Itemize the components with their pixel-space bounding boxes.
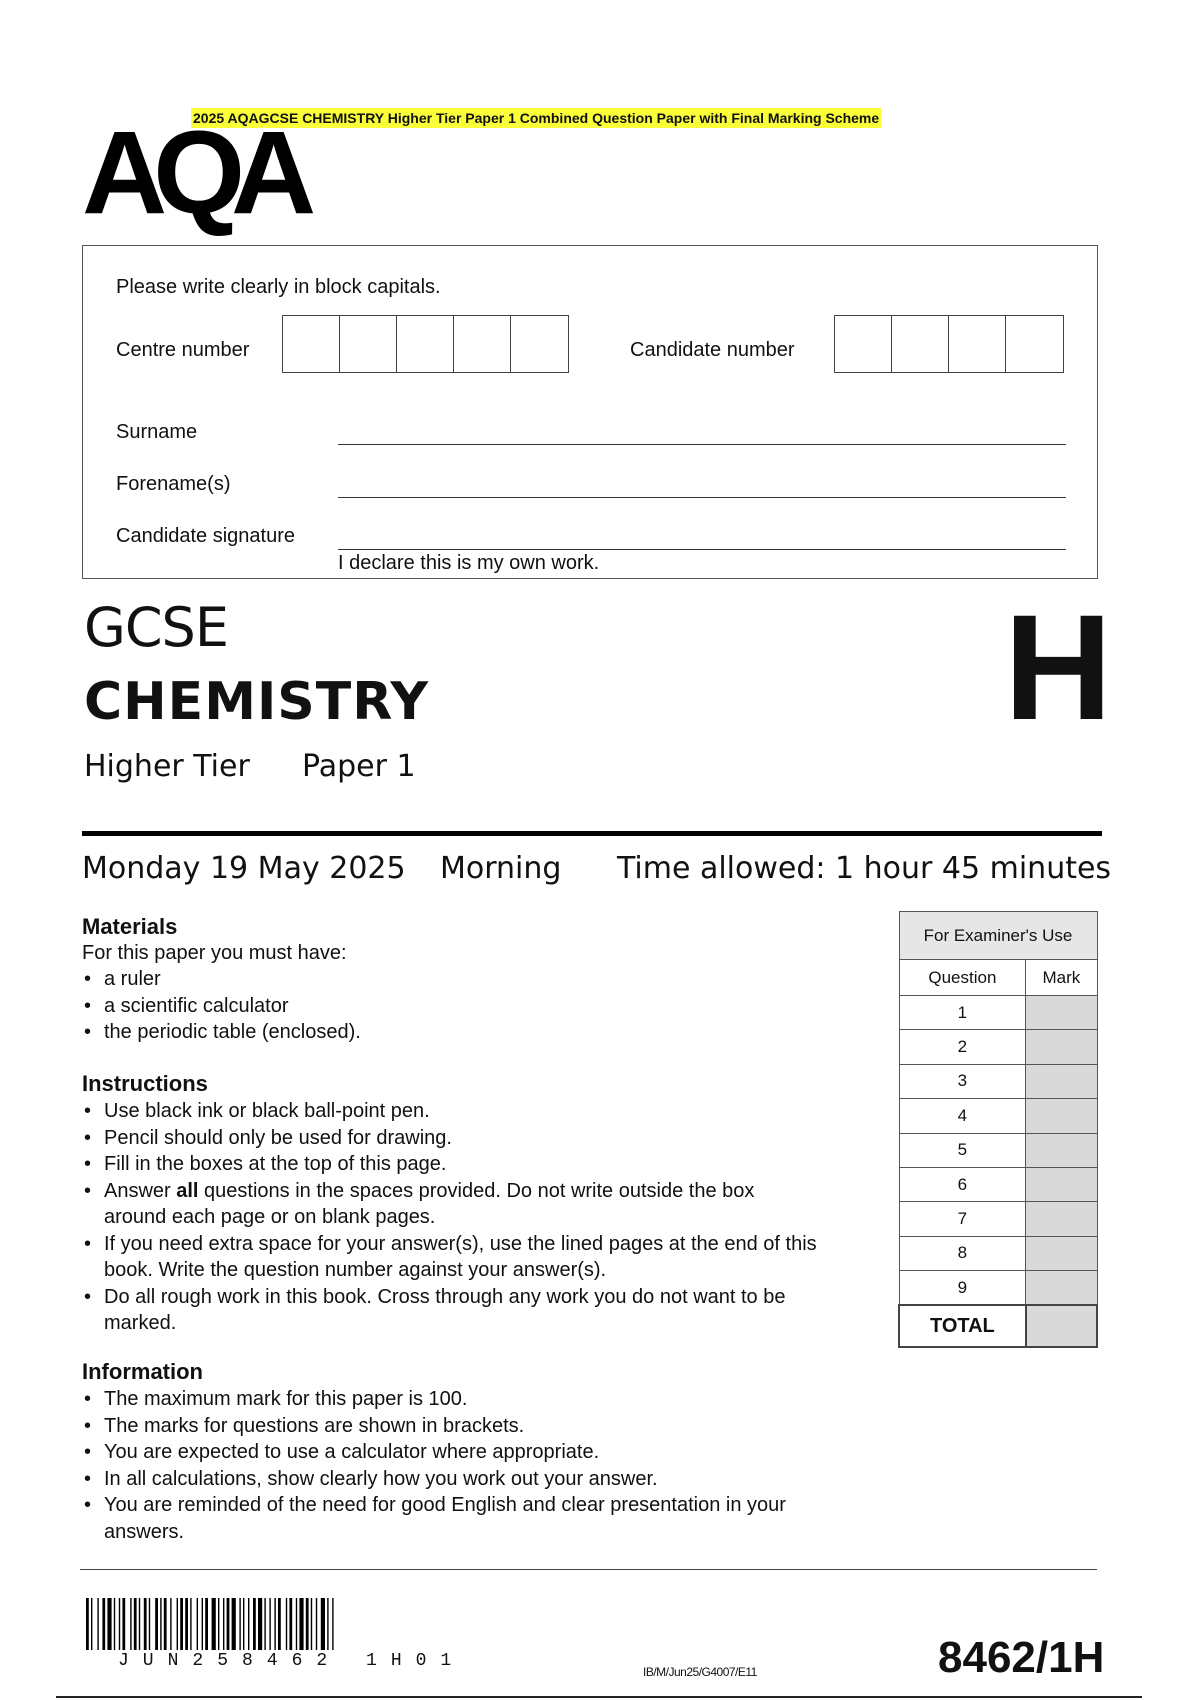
list-item: • The marks for questions are shown in brackets. — [82, 1413, 802, 1440]
mark-cell[interactable] — [1026, 1271, 1097, 1305]
barcode-bar — [130, 1598, 131, 1650]
barcode-bar — [296, 1598, 297, 1650]
time-allowed: Time allowed: 1 hour 45 minutes — [617, 851, 1112, 886]
examiner-use-table — [898, 911, 1098, 1348]
declaration-text: I declare this is my own work. — [338, 552, 600, 574]
block-capitals-prompt: Please write clearly in block capitals. — [116, 276, 441, 298]
barcode-bar — [177, 1598, 178, 1650]
instructions-list — [82, 1098, 862, 1337]
question-number: 8 — [899, 1236, 1026, 1270]
mark-cell[interactable] — [1026, 1133, 1097, 1167]
signature-label: Candidate signature — [116, 525, 296, 547]
barcode-bar — [91, 1598, 92, 1650]
barcode-bar — [274, 1598, 275, 1650]
candidate-details-box — [82, 245, 1098, 579]
candidate-number-digit[interactable] — [892, 316, 949, 372]
barcode-bar — [197, 1598, 198, 1650]
mark-cell[interactable] — [1026, 1202, 1097, 1236]
barcode-bar — [202, 1598, 203, 1650]
centre-number-digit[interactable] — [340, 316, 397, 372]
qualification-title: GCSE — [84, 596, 228, 659]
mark-cell[interactable] — [1026, 1167, 1097, 1201]
barcode-bar — [134, 1598, 137, 1650]
candidate-number-field[interactable] — [834, 315, 1064, 373]
total-mark-cell[interactable] — [1026, 1305, 1097, 1347]
question-number: 7 — [899, 1202, 1026, 1236]
total-label: TOTAL — [899, 1305, 1026, 1347]
question-number: 2 — [899, 1030, 1026, 1064]
centre-number-field[interactable] — [282, 315, 569, 373]
barcode-number: JUN258462 1H01 — [118, 1651, 466, 1671]
information-list — [82, 1386, 802, 1545]
barcode-bar — [164, 1598, 167, 1650]
barcode-bar — [205, 1598, 208, 1650]
aqa-logo: AQA — [82, 107, 303, 239]
instructions-heading: Instructions — [82, 1071, 208, 1096]
mark-cell[interactable] — [1026, 1099, 1097, 1133]
barcode-bar — [97, 1598, 98, 1650]
barcode-bar — [114, 1598, 115, 1650]
barcode-bar — [286, 1598, 287, 1650]
question-column-header: Question — [899, 960, 1026, 996]
question-number: 9 — [899, 1271, 1026, 1305]
information-heading: Information — [82, 1359, 203, 1384]
subject-title: CHEMISTRY — [84, 672, 430, 732]
barcode-bar — [327, 1598, 328, 1650]
barcode-bar — [190, 1598, 191, 1650]
examiner-table-title: For Examiner's Use — [899, 912, 1097, 960]
centre-number-label: Centre number — [116, 339, 250, 361]
candidate-number-digit[interactable] — [1006, 316, 1063, 372]
barcode-bar — [321, 1598, 325, 1650]
barcode — [86, 1598, 500, 1650]
candidate-number-digit[interactable] — [949, 316, 1006, 372]
barcode-bar — [185, 1598, 188, 1650]
list-item: • Answer all questions in the spaces provided. Do not write outside the box around each page or on blank pages. — [82, 1178, 762, 1231]
barcode-bar — [227, 1598, 230, 1650]
question-number: 3 — [899, 1064, 1026, 1098]
barcode-bar — [299, 1598, 303, 1650]
document-banner: 2025 AQAGCSE CHEMISTRY Higher Tier Paper 1 Combined Question Paper with Final Marking Scheme — [193, 110, 880, 126]
barcode-bar — [122, 1598, 125, 1650]
barcode-bar — [289, 1598, 292, 1650]
document-reference: IB/M/Jun25/G4007/E11 — [643, 1665, 757, 1679]
barcode-bar — [306, 1598, 309, 1650]
barcode-bar — [218, 1598, 219, 1650]
list-item: • If you need extra space for your answer(s), use the lined pages at the end of this book. Write the question number against your answer(s). — [82, 1231, 862, 1284]
barcode-bar — [253, 1598, 256, 1650]
barcode-bar — [86, 1598, 89, 1650]
barcode-bar — [248, 1598, 249, 1650]
question-number: 6 — [899, 1167, 1026, 1201]
surname-label: Surname — [116, 421, 198, 443]
mark-cell[interactable] — [1026, 1064, 1097, 1098]
question-number: 1 — [899, 996, 1026, 1030]
list-item: • Pencil should only be used for drawing. — [82, 1125, 862, 1152]
barcode-bar — [180, 1598, 183, 1650]
title-divider — [82, 831, 1102, 836]
barcode-bar — [311, 1598, 312, 1650]
list-item: • Do all rough work in this book. Cross through any work you do not want to be marked. — [82, 1284, 822, 1337]
materials-intro: For this paper you must have: — [82, 942, 347, 964]
tier-letter: H — [1004, 583, 1113, 751]
barcode-bar — [269, 1598, 270, 1650]
barcode-bar — [332, 1598, 333, 1650]
centre-number-digit[interactable] — [283, 316, 340, 372]
centre-number-digit[interactable] — [511, 316, 568, 372]
signature-field[interactable] — [338, 523, 1066, 550]
barcode-bar — [144, 1598, 147, 1650]
mark-column-header: Mark — [1026, 960, 1097, 996]
centre-number-digit[interactable] — [397, 316, 454, 372]
exam-session: Morning — [440, 851, 562, 886]
barcode-bar — [316, 1598, 317, 1650]
paper-code: 8462/1H — [938, 1633, 1105, 1682]
barcode-bar — [223, 1598, 224, 1650]
paper-label: Paper 1 — [302, 749, 416, 784]
barcode-bar — [155, 1598, 158, 1650]
list-item: • the periodic table (enclosed). — [82, 1019, 361, 1046]
forenames-label: Forename(s) — [116, 473, 231, 495]
barcode-bar — [232, 1598, 236, 1650]
barcode-bar — [107, 1598, 111, 1650]
list-item: • Fill in the boxes at the top of this page. — [82, 1151, 862, 1178]
list-item: • The maximum mark for this paper is 100. — [82, 1386, 802, 1413]
candidate-number-digit[interactable] — [835, 316, 892, 372]
footer-divider — [80, 1569, 1097, 1570]
centre-number-digit[interactable] — [454, 316, 511, 372]
exam-date: Monday 19 May 2025 — [82, 851, 406, 886]
list-item: • You are expected to use a calculator where appropriate. — [82, 1439, 802, 1466]
barcode-bar — [170, 1598, 171, 1650]
list-item: • Use black ink or black ball-point pen. — [82, 1098, 862, 1125]
page-bottom-rule — [56, 1696, 1142, 1698]
materials-list — [82, 966, 361, 1046]
mark-cell[interactable] — [1026, 1030, 1097, 1064]
question-number: 4 — [899, 1099, 1026, 1133]
surname-field[interactable] — [338, 419, 1066, 445]
barcode-bar — [139, 1598, 140, 1650]
barcode-bar — [239, 1598, 240, 1650]
barcode-bar — [264, 1598, 265, 1650]
mark-cell[interactable] — [1026, 996, 1097, 1030]
barcode-bar — [160, 1598, 161, 1650]
list-item: • a ruler — [82, 966, 361, 993]
mark-cell[interactable] — [1026, 1236, 1097, 1270]
barcode-bar — [258, 1598, 262, 1650]
list-item: • In all calculations, show clearly how you work out your answer. — [82, 1466, 802, 1493]
candidate-number-label: Candidate number — [630, 339, 795, 361]
list-item: • a scientific calculator — [82, 993, 361, 1020]
forenames-field[interactable] — [338, 471, 1066, 498]
barcode-bar — [278, 1598, 281, 1650]
tier-label: Higher Tier — [84, 749, 250, 784]
barcode-bar — [102, 1598, 105, 1650]
materials-heading: Materials — [82, 914, 178, 939]
barcode-bar — [119, 1598, 120, 1650]
barcode-bar — [243, 1598, 244, 1650]
barcode-bar — [212, 1598, 216, 1650]
list-item: • You are reminded of the need for good English and clear presentation in your answers. — [82, 1492, 802, 1545]
barcode-bar — [149, 1598, 150, 1650]
question-number: 5 — [899, 1133, 1026, 1167]
